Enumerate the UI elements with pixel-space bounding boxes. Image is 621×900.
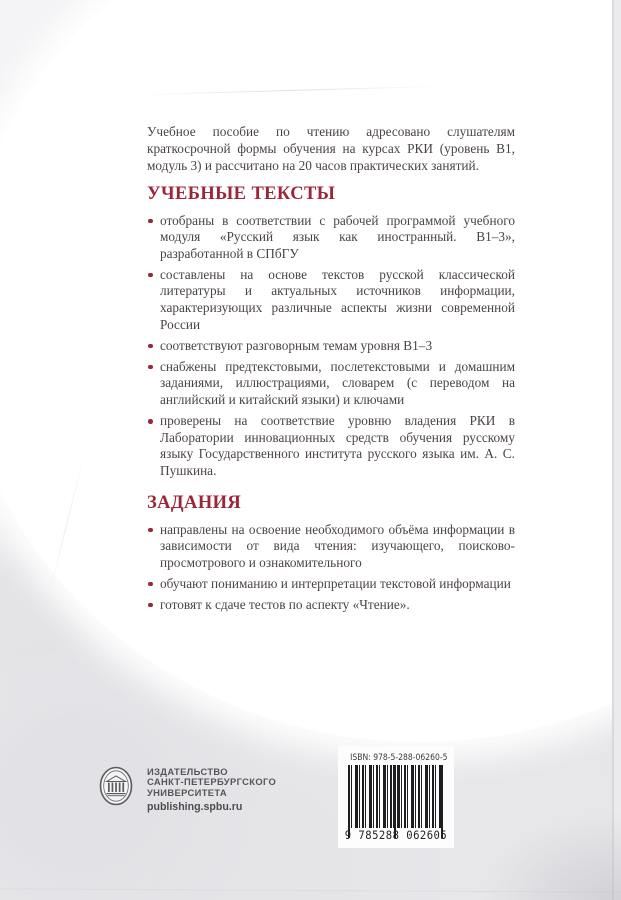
- publisher-block: [99, 766, 276, 813]
- list-item: [147, 267, 515, 333]
- texts-bullet-list: [147, 213, 515, 480]
- page-edge-line: [612, 0, 614, 900]
- tasks-bullet-list: [147, 522, 515, 614]
- list-item-text: готовят к сдаче тестов по аспекту «Чтение».: [160, 596, 410, 612]
- page-edge: [614, 0, 621, 900]
- isbn-label: ISBN: 978-5-288-06260-5: [350, 753, 448, 763]
- publisher-name-line: САНКТ-ПЕТЕРБУРГСКОГО: [147, 776, 277, 788]
- bullet-icon: [148, 419, 153, 424]
- list-item: [147, 413, 515, 479]
- publisher-name: [147, 766, 276, 813]
- list-item-text: снабжены предтекстовыми, послетекстовыми и домашним заданиями, иллюстрациями, словарем (с переводом на английский и китайский языки) и ключами: [160, 358, 515, 408]
- section-heading-texts: УЧЕБНЫЕ ТЕКСТЫ: [147, 183, 336, 204]
- bullet-icon: [148, 273, 153, 278]
- list-item: [147, 359, 515, 409]
- list-item: [147, 213, 515, 263]
- bullet-icon: [148, 582, 153, 587]
- barcode-digits: 9 785288 062605: [344, 828, 448, 842]
- list-item-text: отобраны в соответствии с рабочей программой учебного модуля «Русский язык как иностранный. В1–3», разработанной в СПбГУ: [160, 212, 515, 261]
- list-item-text: обучают пониманию и интерпретации текстовой информации: [160, 575, 511, 591]
- publisher-name-line: ИЗДАТЕЛЬСТВО: [147, 766, 228, 777]
- list-item: [147, 522, 515, 572]
- bullet-icon: [148, 528, 153, 533]
- list-item-text: соответствуют разговорным темам уровня В1–3: [160, 337, 433, 353]
- publisher-website: publishing.spbu.ru: [147, 801, 243, 814]
- publisher-seal-logo: [99, 766, 133, 806]
- list-item-text: проверены на соответствие уровню владения РКИ в Лаборатории инновационных средств обучения русскому языку Государственного института русского языка им. А. С. Пушкина.: [160, 413, 515, 478]
- isbn-barcode-block: [338, 746, 454, 848]
- list-item-text: составлены на основе текстов русской классической литературы и актуальных источников информации, характеризующих различные аспекты жизни современной России: [160, 266, 515, 332]
- list-item: [147, 597, 515, 614]
- publisher-name-line: УНИВЕРСИТЕТА: [147, 786, 227, 798]
- bullet-icon: [148, 603, 153, 608]
- list-item: [147, 338, 515, 355]
- list-item: [147, 576, 515, 593]
- bullet-icon: [148, 219, 153, 224]
- section-heading-tasks: ЗАДАНИЯ: [147, 492, 242, 513]
- cover-text-column: [147, 123, 515, 618]
- corner-shadow: [481, 810, 621, 900]
- list-item-text: направлены на освоение необходимого объёма информации в зависимости от вида чтения: изучающего, поисково-просмотрового и ознакомительного: [160, 521, 515, 570]
- bullet-icon: [148, 344, 153, 349]
- intro-paragraph: Учебное пособие по чтению адресовано слушателям краткосрочной формы обучения на курсах РКИ (уровень В1, модуль 3) и рассчитано на 20 часов практических занятий.: [147, 124, 515, 174]
- bullet-icon: [148, 365, 153, 370]
